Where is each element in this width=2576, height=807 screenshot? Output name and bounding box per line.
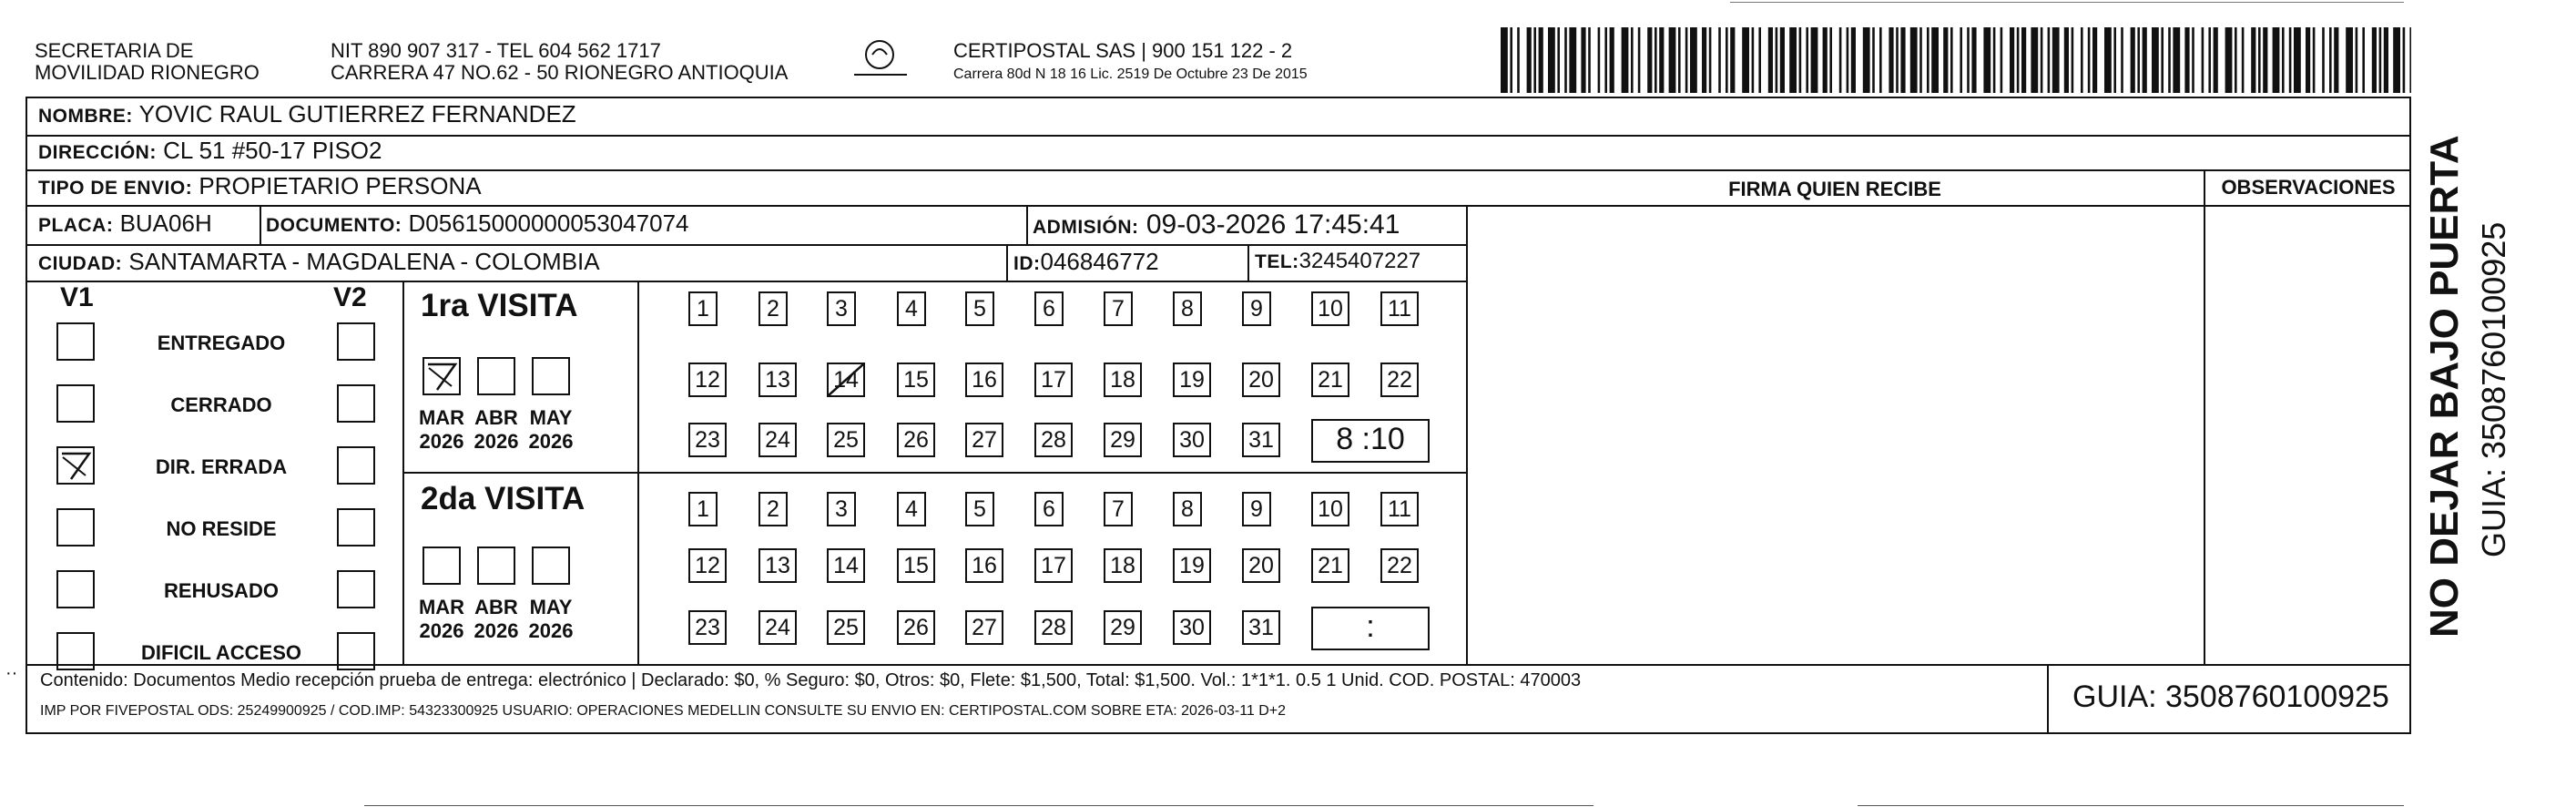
direccion-row <box>38 137 382 165</box>
barcode-bar <box>1971 27 1976 93</box>
barcode-bar <box>2017 27 2020 93</box>
v1-checkbox-2[interactable] <box>56 384 95 423</box>
first-visit-day-13[interactable]: 13 <box>759 363 797 397</box>
second-visit-month-caption <box>466 596 526 643</box>
first-visit-day-29[interactable]: 29 <box>1104 423 1142 457</box>
barcode-bar <box>1610 27 1614 93</box>
barcode-bar <box>2072 27 2074 93</box>
second-visit-day-28[interactable]: 28 <box>1034 610 1073 645</box>
barcode-bar <box>2041 27 2043 93</box>
first-visit-month-caption <box>412 406 472 454</box>
barcode-bar <box>1527 27 1532 93</box>
barcode-bar <box>1718 27 1721 93</box>
barcode-bar <box>1517 27 1520 93</box>
admision-value: 09-03-2026 17:45:41 <box>1145 209 1400 240</box>
barcode-bar <box>2092 27 2097 93</box>
barcode-bar <box>1910 27 1918 93</box>
barcode-bar <box>2104 27 2112 93</box>
ciudad-cell <box>38 248 600 276</box>
barcode-bar <box>1659 27 1664 93</box>
barcode-bar <box>1789 27 1797 93</box>
barcode-bar <box>1669 27 1676 93</box>
signature-area[interactable] <box>1468 205 2202 662</box>
v2-checkbox-4[interactable] <box>337 508 375 547</box>
v1-checkbox-1[interactable] <box>56 322 95 361</box>
first-visit-day-20[interactable]: 20 <box>1242 363 1280 397</box>
barcode-bar <box>2131 27 2135 93</box>
sender-name-line2: MOVILIDAD RIONEGRO <box>35 61 260 84</box>
second-visit-day-3[interactable]: 3 <box>827 492 856 526</box>
barcode-bar <box>2329 27 2332 93</box>
barcode-bar <box>1839 27 1842 93</box>
first-visit-day-2[interactable]: 2 <box>759 291 788 326</box>
barcode-bar <box>2225 27 2233 93</box>
barcode-bar <box>2168 27 2171 93</box>
second-visit-month-label: ABR <box>474 596 518 618</box>
barcode-bar <box>1943 27 1948 93</box>
barcode-bar <box>1776 27 1778 93</box>
barcode-bar <box>1588 27 1591 93</box>
barcode-bar <box>1768 27 1773 93</box>
second-visit-day-17[interactable]: 17 <box>1034 548 1073 583</box>
first-visit-month-caption <box>466 406 526 454</box>
barcode-bar <box>1889 27 1893 93</box>
barcode-bar <box>1598 27 1601 93</box>
barcode-bar <box>1742 27 1749 93</box>
barcode-bar <box>1678 27 1681 93</box>
status-label-3: DIR. ERRADA <box>155 455 288 478</box>
barcode-bar <box>1501 27 1508 93</box>
barcode-bar <box>1730 27 1735 93</box>
tipo-envio-value: PROPIETARIO PERSONA <box>199 172 482 199</box>
second-visit-day-10[interactable]: 10 <box>1311 492 1349 526</box>
second-visit-month-caption <box>412 596 472 643</box>
barcode-bar <box>2088 27 2091 93</box>
first-visit-day-25[interactable]: 25 <box>827 423 865 457</box>
barcode-bar <box>1647 27 1652 93</box>
second-visit-day-19[interactable]: 19 <box>1173 548 1211 583</box>
barcode-bar <box>1847 27 1849 93</box>
barcode-bar <box>1919 27 1922 93</box>
second-visit-day-12[interactable]: 12 <box>688 548 727 583</box>
first-visit-day-12[interactable]: 12 <box>688 363 727 397</box>
imp-text: IMP POR FIVEPOSTAL ODS: 25249900925 / COD.IMP: 54323300925 USUARIO: OPERACIONES MEDELLIN CONSULTE SU ENVIO EN: CERTIPOSTAL.COM SOBRE ETA: 2026-03-11 D+2 <box>40 703 1287 719</box>
license-line: Carrera 80d N 18 16 Lic. 2519 De Octubre 23 De 2015 <box>953 66 1308 82</box>
id-value: 046846772 <box>1040 248 1159 275</box>
documento-cell <box>266 209 689 238</box>
barcode-bar <box>1851 27 1856 93</box>
barcode-bar <box>2263 27 2267 93</box>
first-visit-day-11[interactable]: 11 <box>1380 291 1419 326</box>
barcode-bar <box>1993 27 1996 93</box>
first-visit-month-abr-box[interactable] <box>477 357 515 395</box>
barcode-bar <box>2064 27 2069 93</box>
barcode-bar <box>1655 27 1657 93</box>
v1-header: V1 <box>60 282 94 312</box>
second-visit-month-caption <box>521 596 581 643</box>
tipo-envio-row <box>38 172 482 200</box>
barcode-bar <box>1581 27 1585 93</box>
barcode-bar <box>2273 27 2280 93</box>
second-visit-day-23[interactable]: 23 <box>688 610 727 645</box>
second-visit-day-13[interactable]: 13 <box>759 548 797 583</box>
second-visit-day-7[interactable]: 7 <box>1104 492 1133 526</box>
barcode-bar <box>2184 27 2189 93</box>
contenido-text: Contenido: Documentos Medio recepción prueba de entrega: electrónico | Declarado: $0, % Seguro: $0, Otros: $0, Flete: $1,500, Total: $1,500. Vol.: 1*1*1. 0.5 1 Unid. COD. POSTAL: 470003 <box>40 670 1582 690</box>
barcode-bar <box>1896 27 1899 93</box>
barcode-bar <box>2010 27 2014 93</box>
barcode-bar <box>1690 27 1697 93</box>
second-visit-day-30[interactable]: 30 <box>1173 610 1211 645</box>
firma-header: FIRMA QUIEN RECIBE <box>1728 178 1941 200</box>
v2-header: V2 <box>333 282 367 312</box>
barcode-bar <box>2113 27 2116 93</box>
documento-key: DOCUMENTO: <box>266 215 402 236</box>
second-visit-day-16[interactable]: 16 <box>965 548 1003 583</box>
barcode-bar <box>2242 27 2245 93</box>
placa-cell <box>38 209 212 238</box>
second-visit-month-mar-box[interactable] <box>423 547 461 585</box>
id-key: ID: <box>1013 253 1041 274</box>
v1-checkbox-3[interactable] <box>56 446 95 485</box>
barcode-bar <box>2173 27 2180 93</box>
second-visit-day-18[interactable]: 18 <box>1104 548 1142 583</box>
first-visit-day-7[interactable]: 7 <box>1104 291 1133 326</box>
barcode-bar <box>1931 27 1939 93</box>
barcode-bar <box>2021 27 2026 93</box>
barcode-bar <box>1799 27 1802 93</box>
first-visit-day-14[interactable]: 14 <box>827 363 865 397</box>
v2-checkbox-2[interactable] <box>337 384 375 423</box>
ciudad-value: SANTAMARTA - MAGDALENA - COLOMBIA <box>128 248 600 275</box>
barcode-bar <box>2161 27 2164 93</box>
barcode-bar <box>2152 27 2159 93</box>
barcode-bar <box>1960 27 1962 93</box>
no-dejar-bajo-puerta: NO DEJAR BAJO PUERTA <box>2422 135 2467 638</box>
first-visit-day-22[interactable]: 22 <box>1380 363 1419 397</box>
guia-side: GUIA: 3508760100925 <box>2475 221 2512 557</box>
sender-name-line1: SECRETARIA DE <box>35 39 194 62</box>
observaciones-header: OBSERVACIONES <box>2221 176 2396 199</box>
barcode-bar <box>2282 27 2285 93</box>
second-visit-year-label: 2026 <box>419 619 464 642</box>
barcode-bar <box>2001 27 2003 93</box>
first-visit-day-31[interactable]: 31 <box>1242 423 1280 457</box>
first-visit-day-28[interactable]: 28 <box>1034 423 1073 457</box>
first-visit-month-caption <box>521 406 581 454</box>
status-label-6: DIFICIL ACCESO <box>140 641 301 664</box>
margin-dots: ·· <box>5 663 18 683</box>
v1-checkbox-5[interactable] <box>56 570 95 608</box>
barcode-bar <box>2137 27 2140 93</box>
barcode-bar <box>2048 27 2051 93</box>
barcode <box>1501 27 2411 93</box>
barcode-bar <box>1758 27 1761 93</box>
barcode-bar <box>2294 27 2301 93</box>
direccion-key: DIRECCIÓN: <box>38 142 157 163</box>
status-label-5: REHUSADO <box>164 579 279 602</box>
documento-value: D05615000000053047074 <box>408 209 689 237</box>
first-visit-day-9[interactable]: 9 <box>1242 291 1271 326</box>
status-label-4: NO RESIDE <box>166 517 277 540</box>
tel-key: TEL: <box>1255 251 1299 272</box>
barcode-bar <box>1726 27 1728 93</box>
first-visit-title: 1ra VISITA <box>421 288 578 323</box>
first-visit-time-box[interactable]: 8 :10 <box>1311 419 1430 463</box>
barcode-bar <box>2334 27 2338 93</box>
status-label-1: ENTREGADO <box>157 332 286 354</box>
barcode-bar <box>2143 27 2147 93</box>
ciudad-key: CIUDAD: <box>38 253 123 274</box>
barcode-bar <box>1548 27 1555 93</box>
barcode-bar <box>2356 27 2358 93</box>
barcode-bar <box>2372 27 2377 93</box>
first-visit-month-label: ABR <box>474 406 518 429</box>
barcode-bar <box>1863 27 1870 93</box>
barcode-bar <box>2409 27 2411 93</box>
barcode-bar <box>1829 27 1832 93</box>
barcode-bar <box>1631 27 1634 93</box>
barcode-bar <box>1806 27 1808 93</box>
nombre-row <box>38 100 576 128</box>
v2-checkbox-6[interactable] <box>337 632 375 670</box>
first-visit-day-16[interactable]: 16 <box>965 363 1003 397</box>
v2-checkbox-3[interactable] <box>337 446 375 485</box>
barcode-bar <box>1685 27 1688 93</box>
second-visit-day-11[interactable]: 11 <box>1380 492 1419 526</box>
barcode-bar <box>1927 27 1929 93</box>
first-visit-day-18[interactable]: 18 <box>1104 363 1142 397</box>
barcode-bar <box>1564 27 1567 93</box>
first-visit-month-mar-box[interactable] <box>423 357 461 395</box>
barcode-bar <box>1622 27 1629 93</box>
barcode-bar <box>2208 27 2211 93</box>
v1-checkbox-6[interactable] <box>56 632 95 670</box>
second-visit-year-label: 2026 <box>473 619 519 642</box>
second-visit-day-8[interactable]: 8 <box>1173 492 1202 526</box>
placa-key: PLACA: <box>38 215 114 236</box>
second-visit-day-1[interactable]: 1 <box>688 492 718 526</box>
second-visit-month-may-box[interactable] <box>532 547 570 585</box>
first-visit-month-may-box[interactable] <box>532 357 570 395</box>
first-visit-day-17[interactable]: 17 <box>1034 363 1073 397</box>
second-visit-time-box[interactable]: : <box>1311 607 1430 650</box>
first-visit-day-6[interactable]: 6 <box>1034 291 1064 326</box>
barcode-bar <box>1539 27 1543 93</box>
second-visit-day-21[interactable]: 21 <box>1311 548 1349 583</box>
barcode-bar <box>1510 27 1512 93</box>
second-visit-day-14[interactable]: 14 <box>827 548 865 583</box>
first-visit-day-27[interactable]: 27 <box>965 423 1003 457</box>
barcode-bar <box>2202 27 2204 93</box>
observations-area[interactable] <box>2205 205 2409 662</box>
second-visit-day-26[interactable]: 26 <box>897 610 935 645</box>
second-visit-month-abr-box[interactable] <box>477 547 515 585</box>
barcode-bar <box>2031 27 2038 93</box>
barcode-bar <box>2052 27 2060 93</box>
second-visit-day-6[interactable]: 6 <box>1034 492 1064 526</box>
first-visit-year-label: 2026 <box>473 430 519 453</box>
first-visit-day-21[interactable]: 21 <box>1311 363 1349 397</box>
barcode-bar <box>1709 27 1712 93</box>
barcode-bar <box>2322 27 2325 93</box>
v2-checkbox-5[interactable] <box>337 570 375 608</box>
first-visit-day-30[interactable]: 30 <box>1173 423 1211 457</box>
first-visit-day-5[interactable]: 5 <box>965 291 994 326</box>
first-visit-month-label: MAY <box>529 406 573 429</box>
first-visit-day-15[interactable]: 15 <box>897 363 935 397</box>
status-label-2: CERRADO <box>170 393 272 416</box>
first-visit-day-19[interactable]: 19 <box>1173 363 1211 397</box>
admision-cell <box>1033 209 1400 240</box>
barcode-bar <box>1557 27 1560 93</box>
v1-checkbox-4[interactable] <box>56 508 95 547</box>
first-visit-month-label: MAR <box>418 406 465 429</box>
barcode-bar <box>2379 27 2382 93</box>
barcode-bar <box>1967 27 1970 93</box>
tipo-envio-key: TIPO DE ENVIO: <box>38 178 193 199</box>
second-visit-day-20[interactable]: 20 <box>1242 548 1280 583</box>
barcode-bar <box>1983 27 1991 93</box>
barcode-bar <box>2289 27 2292 93</box>
barcode-bar <box>2251 27 2255 93</box>
second-visit-year-label: 2026 <box>528 619 574 642</box>
barcode-bar <box>1872 27 1875 93</box>
barcode-bar <box>2362 27 2365 93</box>
barcode-bar <box>2403 27 2406 93</box>
first-visit-day-23[interactable]: 23 <box>688 423 727 457</box>
barcode-bar <box>1900 27 1905 93</box>
barcode-bar <box>1533 27 1536 93</box>
certipostal-logo <box>852 36 911 82</box>
second-visit-day-25[interactable]: 25 <box>827 610 865 645</box>
first-visit-day-26[interactable]: 26 <box>897 423 935 457</box>
second-visit-day-24[interactable]: 24 <box>759 610 797 645</box>
placa-value: BUA06H <box>119 209 212 237</box>
barcode-bar <box>1879 27 1882 93</box>
barcode-bar <box>2313 27 2316 93</box>
barcode-bar <box>1604 27 1607 93</box>
second-visit-day-22[interactable]: 22 <box>1380 548 1419 583</box>
first-visit-day-1[interactable]: 1 <box>688 291 718 326</box>
barcode-bar <box>2192 27 2194 93</box>
tel-value: 3245407227 <box>1298 249 1421 273</box>
first-visit-day-8[interactable]: 8 <box>1173 291 1202 326</box>
barcode-bar <box>1638 27 1641 93</box>
second-visit-month-label: MAY <box>529 596 573 618</box>
barcode-bar <box>1823 27 1828 93</box>
second-visit-day-2[interactable]: 2 <box>759 492 788 526</box>
barcode-bar <box>1752 27 1755 93</box>
barcode-bar <box>1950 27 1953 93</box>
barcode-bar <box>2258 27 2261 93</box>
first-visit-year-label: 2026 <box>528 430 574 453</box>
guia-footer: GUIA: 3508760100925 <box>2072 679 2389 714</box>
tel-cell <box>1255 249 1420 274</box>
first-visit-day-10[interactable]: 10 <box>1311 291 1349 326</box>
second-visit-day-9[interactable]: 9 <box>1242 492 1271 526</box>
barcode-bar <box>2121 27 2123 93</box>
barcode-bar <box>1702 27 1706 93</box>
id-cell <box>1013 248 1159 276</box>
barcode-bar <box>2393 27 2400 93</box>
sender-address: CARRERA 47 NO.62 - 50 RIONEGRO ANTIOQUIA <box>331 61 789 84</box>
first-visit-year-label: 2026 <box>419 430 464 453</box>
second-visit-day-5[interactable]: 5 <box>965 492 994 526</box>
second-visit-day-15[interactable]: 15 <box>897 548 935 583</box>
v2-checkbox-1[interactable] <box>337 322 375 361</box>
first-visit-day-3[interactable]: 3 <box>827 291 856 326</box>
admision-key: ADMISIÓN: <box>1033 217 1139 238</box>
barcode-bar <box>2346 27 2353 93</box>
company-line: CERTIPOSTAL SAS | 900 151 122 - 2 <box>953 39 1293 62</box>
barcode-bar <box>2306 27 2310 93</box>
second-visit-day-31[interactable]: 31 <box>1242 610 1280 645</box>
second-visit-day-29[interactable]: 29 <box>1104 610 1142 645</box>
barcode-bar <box>2235 27 2237 93</box>
barcode-bar <box>1569 27 1576 93</box>
second-visit-title: 2da VISITA <box>421 481 585 516</box>
barcode-bar <box>1780 27 1785 93</box>
barcode-bar <box>2384 27 2388 93</box>
second-visit-day-4[interactable]: 4 <box>897 492 926 526</box>
barcode-bar <box>1811 27 1818 93</box>
second-visit-month-label: MAR <box>418 596 465 618</box>
sender-nit: NIT 890 907 317 - TEL 604 562 1717 <box>331 39 661 62</box>
direccion-value: CL 51 #50-17 PISO2 <box>163 137 382 164</box>
first-visit-day-4[interactable]: 4 <box>897 291 926 326</box>
first-visit-day-24[interactable]: 24 <box>759 423 797 457</box>
nombre-value: YOVIC RAUL GUTIERREZ FERNANDEZ <box>138 100 576 128</box>
barcode-bar <box>2214 27 2218 93</box>
second-visit-day-27[interactable]: 27 <box>965 610 1003 645</box>
barcode-bar <box>2081 27 2083 93</box>
nombre-key: NOMBRE: <box>38 106 133 127</box>
